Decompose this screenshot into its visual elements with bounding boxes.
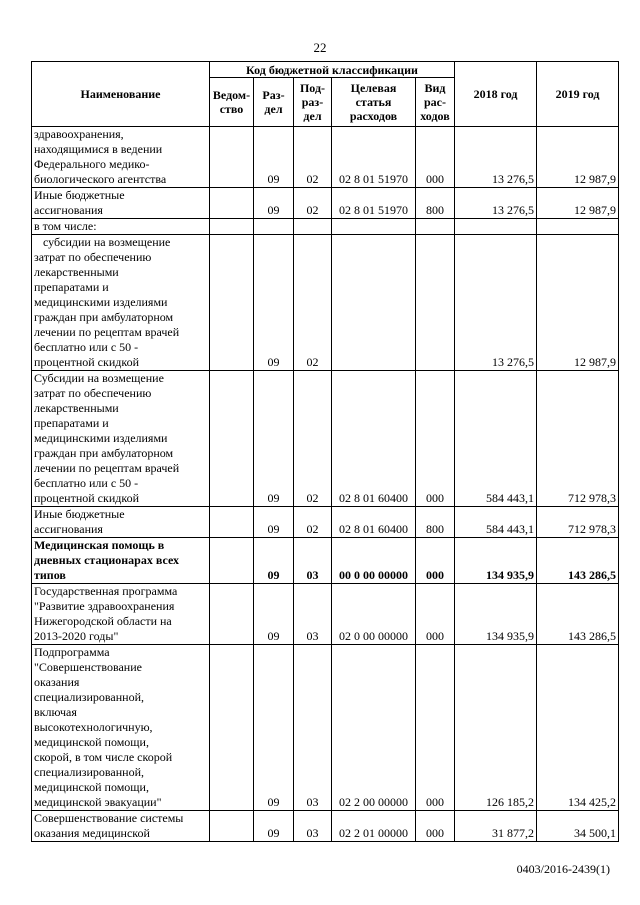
header-2019: 2019 год — [537, 62, 619, 127]
row-amount-2018: 584 443,1 — [455, 507, 537, 538]
table-row — [32, 507, 619, 538]
row-amount-2018: 584 443,1 — [455, 371, 537, 507]
header-classification-code: Код бюджетной классификации — [210, 62, 455, 78]
row-expense-type: 000 — [416, 584, 455, 645]
row-name-text: Субсидии на возмещение затрат по обеспечению лекарственными препаратами и медицинскими изделиями граждан при амбулаторном лечении по рецептам врачей бесплатно или с 50 - процентной скидкой — [34, 371, 180, 505]
row-target-article: 02 8 01 51970 — [332, 127, 416, 188]
row-name-text: Иные бюджетные ассигнования — [34, 188, 125, 217]
row-target-article: 02 2 00 00000 — [332, 645, 416, 811]
row-name — [32, 371, 210, 507]
row-section: 09 — [254, 811, 294, 842]
row-subsection: 02 — [294, 188, 332, 219]
row-subsection: 02 — [294, 235, 332, 371]
row-department — [210, 235, 254, 371]
row-target-article: 02 2 01 00000 — [332, 811, 416, 842]
row-subsection: 02 — [294, 371, 332, 507]
row-expense-type: 800 — [416, 507, 455, 538]
table-row — [32, 188, 619, 219]
table-row — [32, 584, 619, 645]
row-target-article: 02 8 01 51970 — [332, 188, 416, 219]
row-target-article: 02 8 01 60400 — [332, 507, 416, 538]
row-target-article: 02 0 00 00000 — [332, 584, 416, 645]
row-target-article: 02 8 01 60400 — [332, 371, 416, 507]
row-amount-2018: 31 877,2 — [455, 811, 537, 842]
row-name — [32, 127, 210, 188]
row-name — [32, 188, 210, 219]
table-row — [32, 127, 619, 188]
row-expense-type: 800 — [416, 188, 455, 219]
row-name-text: Подпрограмма "Совершенствование оказания специализированной, включая высокотехнологичную, медицинской помощи, скорой, в том числе скорой специализированной, медицинской помощи, медицинской эвакуации" — [34, 645, 173, 809]
row-amount-2019: 712 978,3 — [537, 507, 619, 538]
row-amount-2018: 13 276,5 — [455, 235, 537, 371]
row-name — [32, 235, 210, 371]
row-amount-2018: 13 276,5 — [455, 188, 537, 219]
row-subsection: 02 — [294, 127, 332, 188]
row-section: 09 — [254, 235, 294, 371]
table-row — [32, 219, 619, 235]
row-amount-2019: 12 987,9 — [537, 127, 619, 188]
row-name — [32, 507, 210, 538]
row-subsection: 03 — [294, 584, 332, 645]
row-expense-type: 000 — [416, 811, 455, 842]
row-expense-type: 000 — [416, 127, 455, 188]
row-amount-2019: 143 286,5 — [537, 584, 619, 645]
table-row — [32, 538, 619, 584]
row-expense-type: 000 — [416, 538, 455, 584]
row-target-article — [332, 219, 416, 235]
row-amount-2018: 126 185,2 — [455, 645, 537, 811]
header-section: Раз- дел — [254, 78, 294, 127]
row-amount-2019: 12 987,9 — [537, 188, 619, 219]
document-code: 0403/2016-2439(1) — [516, 862, 610, 876]
row-name-text: Государственная программа "Развитие здравоохранения Нижегородской области на 2013-2020 годы" — [34, 584, 178, 643]
row-amount-2018 — [455, 219, 537, 235]
row-name-text: субсидии на возмещение затрат по обеспечению лекарственными препаратами и медицинскими изделиями граждан при амбулаторном лечении по рецептам врачей бесплатно или с 50 - процентной скидкой — [34, 235, 180, 369]
row-department — [210, 371, 254, 507]
row-name-text: Медицинская помощь в дневных стационарах всех типов — [34, 538, 180, 582]
row-name — [32, 645, 210, 811]
row-target-article — [332, 235, 416, 371]
row-department — [210, 645, 254, 811]
row-section: 09 — [254, 507, 294, 538]
row-expense-type — [416, 235, 455, 371]
row-name — [32, 538, 210, 584]
row-expense-type: 000 — [416, 645, 455, 811]
row-department — [210, 584, 254, 645]
row-subsection: 03 — [294, 538, 332, 584]
row-department — [210, 219, 254, 235]
row-target-article: 00 0 00 00000 — [332, 538, 416, 584]
page-number: 22 — [313, 40, 327, 55]
row-amount-2018: 134 935,9 — [455, 584, 537, 645]
row-section: 09 — [254, 371, 294, 507]
row-name — [32, 584, 210, 645]
row-subsection: 02 — [294, 507, 332, 538]
row-department — [210, 507, 254, 538]
row-department — [210, 538, 254, 584]
row-amount-2019: 12 987,9 — [537, 235, 619, 371]
row-amount-2019: 34 500,1 — [537, 811, 619, 842]
row-name-text: здравоохранения, находящимися в ведении Федерального медико- биологического агентства — [34, 127, 167, 186]
header-target-article: Целевая статья расходов — [332, 78, 416, 127]
row-amount-2019: 143 286,5 — [537, 538, 619, 584]
row-expense-type: 000 — [416, 371, 455, 507]
row-section — [254, 219, 294, 235]
row-section: 09 — [254, 645, 294, 811]
row-name — [32, 811, 210, 842]
row-amount-2019 — [537, 219, 619, 235]
row-amount-2019: 134 425,2 — [537, 645, 619, 811]
table-row — [32, 645, 619, 811]
table-row — [32, 235, 619, 371]
row-section: 09 — [254, 538, 294, 584]
row-section: 09 — [254, 584, 294, 645]
row-expense-type — [416, 219, 455, 235]
budget-table — [31, 61, 619, 842]
row-name-text: Иные бюджетные ассигнования — [34, 507, 125, 536]
row-section: 09 — [254, 127, 294, 188]
row-section: 09 — [254, 188, 294, 219]
row-department — [210, 127, 254, 188]
row-subsection — [294, 219, 332, 235]
row-amount-2018: 134 935,9 — [455, 538, 537, 584]
row-name — [32, 219, 210, 235]
header-subsection: Под- раз- дел — [294, 78, 332, 127]
header-name: Наименование — [32, 62, 210, 127]
row-subsection: 03 — [294, 811, 332, 842]
table-row — [32, 811, 619, 842]
table-row — [32, 371, 619, 507]
row-amount-2018: 13 276,5 — [455, 127, 537, 188]
row-amount-2019: 712 978,3 — [537, 371, 619, 507]
header-department: Ведом- ство — [210, 78, 254, 127]
header-expense-type: Вид рас- ходов — [416, 78, 455, 127]
row-department — [210, 811, 254, 842]
row-department — [210, 188, 254, 219]
table-body — [32, 127, 619, 842]
row-name-text: в том числе: — [34, 219, 97, 233]
row-subsection: 03 — [294, 645, 332, 811]
header-2018: 2018 год — [455, 62, 537, 127]
row-name-text: Совершенствование системы оказания медицинской — [34, 811, 184, 840]
